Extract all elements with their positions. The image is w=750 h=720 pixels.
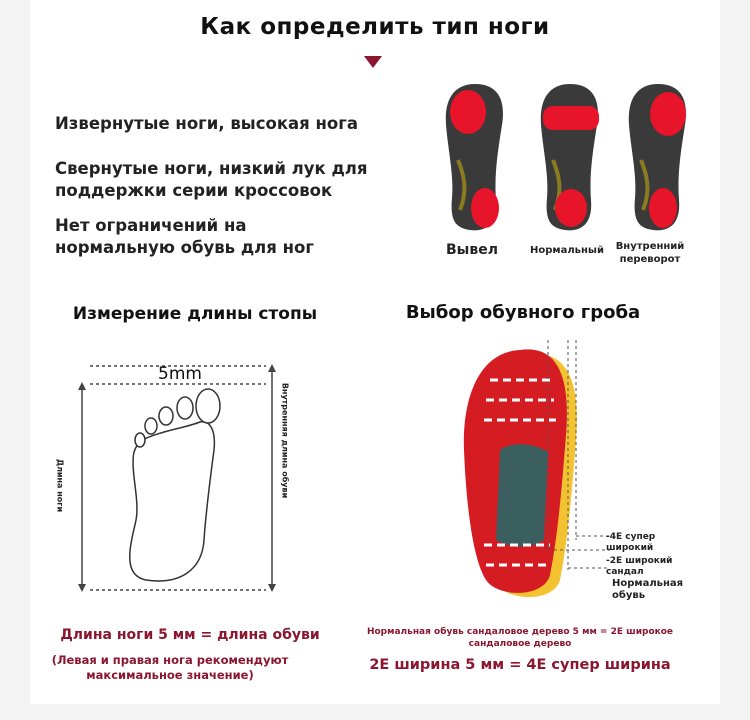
sole-label-pronated: Внутренний переворот	[615, 241, 685, 265]
shoe-width-diagram	[460, 340, 620, 610]
sole-pronated	[629, 84, 686, 230]
gap-label: 5mm	[158, 364, 202, 384]
foot-length-note: (Левая и правая нога рекомендуют максимальное значение)	[51, 653, 289, 682]
sole-illustrations	[440, 80, 710, 240]
feature-low-arch: Свернутые ноги, низкий лук для поддержки серии кроссовок	[55, 159, 368, 200]
feature-high-arch: Извернутые ноги, высокая нога	[55, 114, 358, 133]
page-title: Как определить тип ноги	[200, 14, 550, 40]
width-label-4e: -4E супер широкий	[606, 532, 656, 553]
sole-neutral	[541, 84, 599, 230]
feature-normal: Нет ограничений на нормальную обувь для ног	[55, 216, 314, 257]
width-label-2e: -2E широкий сандал	[606, 556, 673, 577]
shoe-inner-length-label: Внутренняя длина обуви	[280, 382, 290, 499]
foot-length-caption: Длина ноги 5 мм = длина обуви	[60, 627, 320, 643]
sole-label-neutral: Нормальный	[530, 245, 604, 256]
width-caption-small: Нормальная обувь сандаловое дерево 5 мм = 2E широкое сандаловое дерево	[366, 627, 674, 649]
width-label-normal: Нормальная обувь	[612, 578, 684, 601]
width-caption: 2E ширина 5 мм = 4E супер ширина	[369, 657, 671, 673]
foot-length-side-label: Длина ноги	[55, 458, 65, 513]
sole-label-supinated: Вывел	[446, 242, 498, 258]
shoe-width-title: Выбор обувного гроба	[405, 302, 641, 323]
down-triangle-icon	[364, 56, 382, 68]
foot-length-title: Измерение длины стопы	[72, 304, 318, 324]
foot-diagram	[60, 360, 300, 600]
sole-supinated	[446, 84, 503, 230]
